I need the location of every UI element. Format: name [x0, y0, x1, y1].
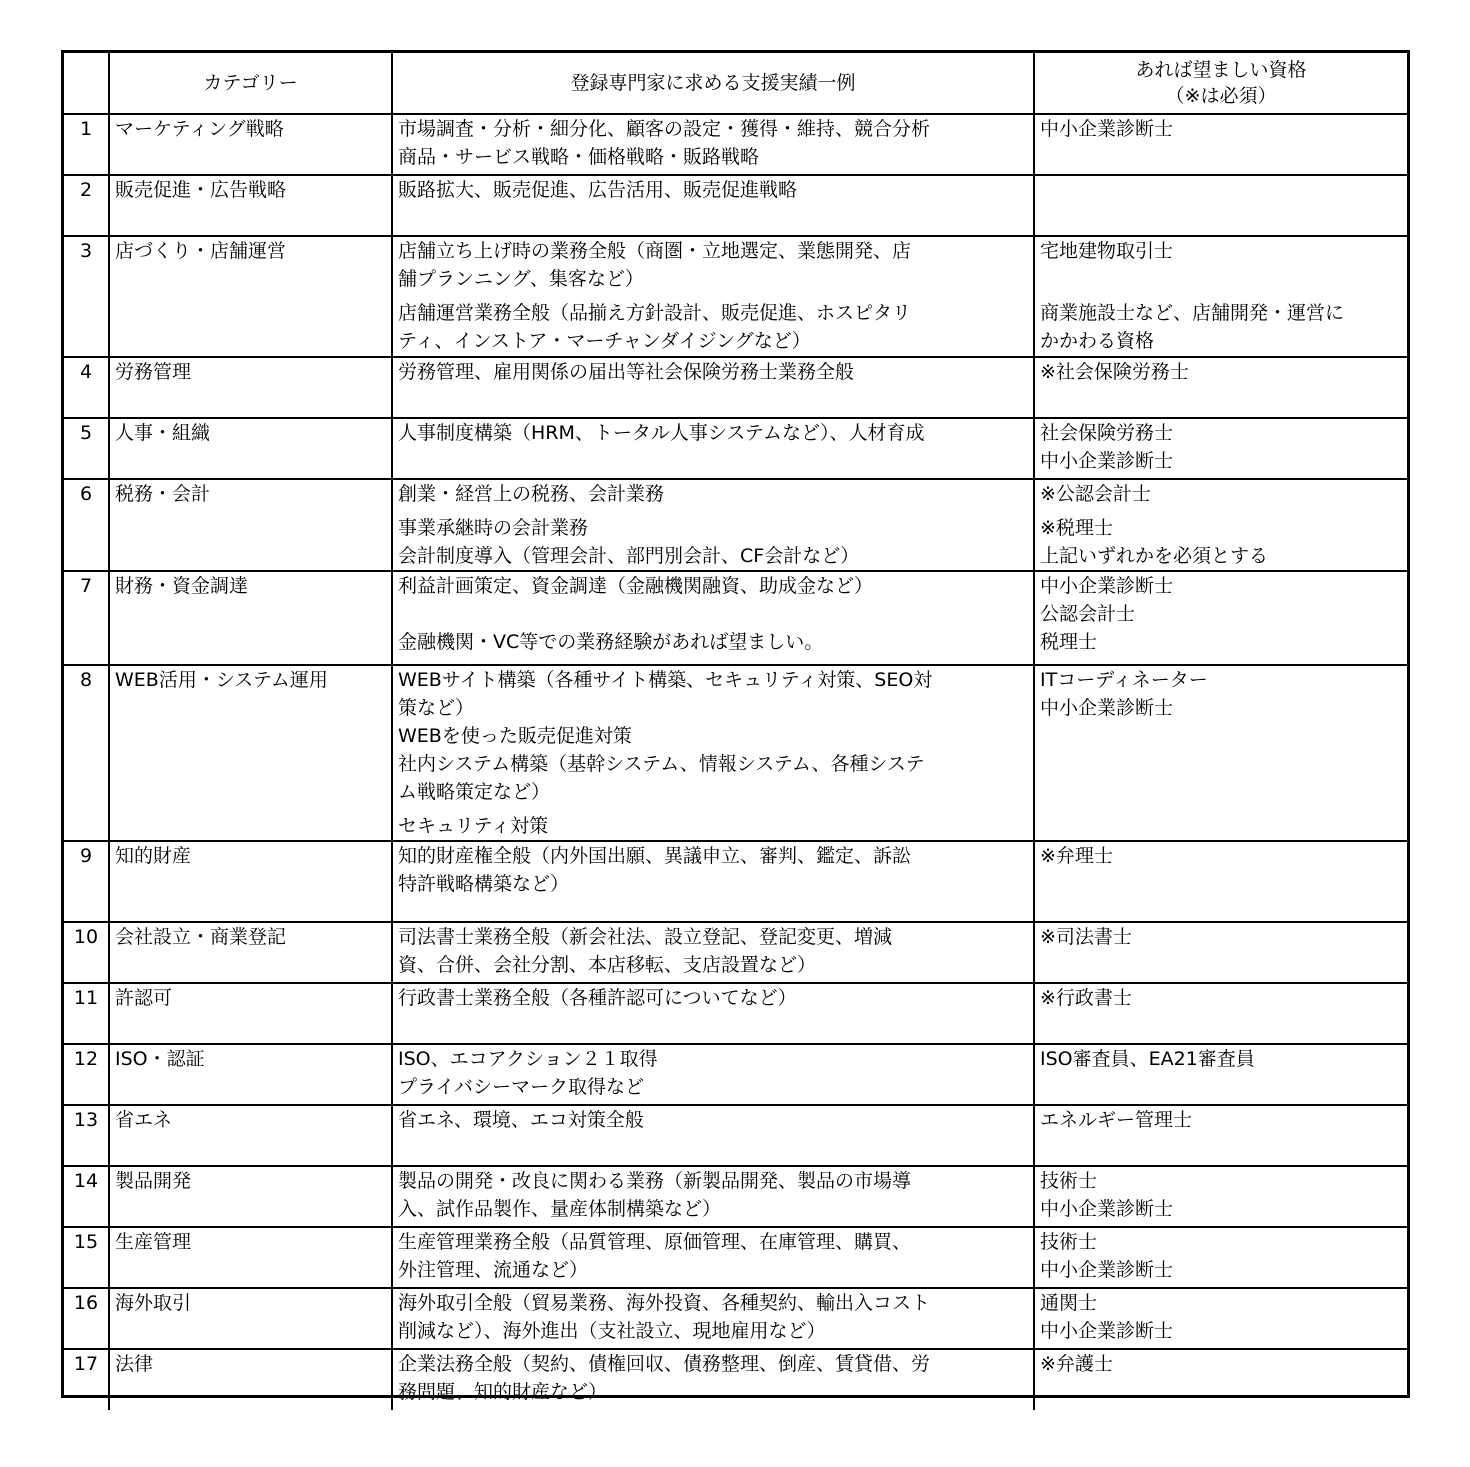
table-row: [64, 175, 1407, 236]
support-line: 省エネ、環境、エコ対策全般: [398, 1109, 644, 1131]
row-qualification: [1034, 665, 1407, 841]
row-number: 10: [64, 922, 109, 983]
row-category: 会社設立・商業登記: [109, 922, 392, 983]
row-category: 生産管理: [109, 1227, 392, 1288]
row-number: 7: [64, 571, 109, 665]
support-line: 市場調査・分析・細分化、顧客の設定・獲得・維持、競合分析: [398, 118, 931, 140]
row-category: 知的財産: [109, 841, 392, 922]
support-line: プライバシーマーク取得など: [398, 1076, 645, 1098]
row-number: 3: [64, 236, 109, 357]
table-body: [64, 114, 1407, 1410]
support-line: 販路拡大、販売促進、広告活用、販売促進戦略: [398, 179, 798, 201]
row-number: 15: [64, 1227, 109, 1288]
qualification-line: 中小企業診断士: [1040, 1259, 1174, 1281]
qualification-line: 中小企業診断士: [1040, 1198, 1174, 1220]
row-support-examples: [392, 357, 1034, 418]
header-qualification: [1034, 53, 1407, 114]
qualification-line: 中小企業診断士: [1040, 697, 1174, 719]
support-line: 外注管理、流通など）: [398, 1259, 589, 1281]
row-number: 12: [64, 1044, 109, 1105]
row-category: 省エネ: [109, 1105, 392, 1166]
row-qualification: [1034, 114, 1407, 175]
table-row: [64, 841, 1407, 922]
row-category: 海外取引: [109, 1288, 392, 1349]
table-row: [64, 357, 1407, 418]
row-qualification: [1034, 236, 1407, 357]
qualification-line: 中小企業診断士: [1040, 575, 1174, 597]
support-line: 知的財産権全般（内外国出願、異議申立、審判、鑑定、訴訟: [398, 845, 912, 867]
qualification-line: ITコーディネーター: [1040, 669, 1208, 691]
support-line: [398, 600, 1028, 628]
row-number: 11: [64, 983, 109, 1044]
qualification-line: 通関士: [1040, 1292, 1098, 1314]
qualification-line: 税理士: [1040, 631, 1098, 653]
qualification-line: 中小企業診断士: [1040, 450, 1174, 472]
qualification-line: ※司法書士: [1040, 926, 1132, 948]
header-qualification-line2: （※は必須）: [1165, 85, 1277, 107]
expert-table-frame: [61, 50, 1410, 1403]
qualification-line: エネルギー管理士: [1040, 1109, 1193, 1131]
qualification-line: かかわる資格: [1040, 330, 1155, 352]
qualification-line: 商業施設士など、店舗開発・運営に: [1040, 302, 1345, 324]
row-number: 8: [64, 665, 109, 841]
qualification-line: ※税理士: [1040, 517, 1113, 539]
table-row: [64, 1349, 1407, 1410]
row-qualification: [1034, 479, 1407, 571]
support-line: 入、試作品製作、量産体制構築など）: [398, 1198, 722, 1220]
row-qualification: [1034, 1105, 1407, 1166]
row-category: マーケティング戦略: [109, 114, 392, 175]
row-support-examples: [392, 236, 1034, 357]
qualification-line: ※弁理士: [1040, 845, 1113, 867]
qualification-line: [1040, 265, 1402, 293]
support-line: 削減など）、海外進出（支社設立、現地雇用など）: [398, 1320, 826, 1342]
table-row: [64, 665, 1407, 841]
support-line: ティ、インストア・マーチャンダイジングなど）: [398, 330, 811, 352]
support-line: セキュリティ対策: [398, 815, 549, 837]
support-line: ム戦略策定など）: [398, 781, 551, 803]
qualification-line: 技術士: [1040, 1170, 1098, 1192]
qualification-line: 中小企業診断士: [1040, 118, 1174, 140]
support-line: 会計制度導入（管理会計、部門別会計、CF会計など）: [398, 545, 860, 567]
table-row: [64, 1044, 1407, 1105]
row-support-examples: [392, 1288, 1034, 1349]
row-support-examples: [392, 983, 1034, 1044]
row-number: 5: [64, 418, 109, 479]
qualification-line: 上記いずれかを必須とする: [1040, 545, 1269, 567]
qualification-line: ※公認会計士: [1040, 483, 1151, 505]
row-support-examples: [392, 175, 1034, 236]
table-row: [64, 479, 1407, 571]
row-support-examples: [392, 418, 1034, 479]
row-support-examples: [392, 571, 1034, 665]
row-number: 1: [64, 114, 109, 175]
table-row: [64, 1166, 1407, 1227]
qualification-line: 中小企業診断士: [1040, 1320, 1174, 1342]
header-no: [64, 53, 109, 114]
row-support-examples: [392, 1166, 1034, 1227]
row-category: 労務管理: [109, 357, 392, 418]
support-line: 人事制度構築（HRM、トータル人事システムなど）、人材育成: [398, 422, 925, 444]
row-support-examples: [392, 1105, 1034, 1166]
qualification-line: ※行政書士: [1040, 987, 1132, 1009]
row-category: 財務・資金調達: [109, 571, 392, 665]
support-line: 金融機関・VC等での業務経験があれば望ましい。: [398, 631, 824, 653]
support-line: 商品・サービス戦略・価格戦略・販路戦略: [398, 146, 760, 168]
qualification-line: 公認会計士: [1040, 603, 1136, 625]
support-line: 司法書士業務全般（新会社法、設立登記、登記変更、増減: [398, 926, 893, 948]
row-support-examples: [392, 841, 1034, 922]
table-row: [64, 1105, 1407, 1166]
row-qualification: [1034, 1288, 1407, 1349]
row-number: 4: [64, 357, 109, 418]
support-line: 利益計画策定、資金調達（金融機関融資、助成金など）: [398, 575, 874, 597]
support-line: 策など）: [398, 697, 475, 719]
support-line: WEBを使った販売促進対策: [398, 725, 632, 747]
row-support-examples: [392, 1349, 1034, 1410]
row-category: WEB活用・システム運用: [109, 665, 392, 841]
support-line: 店舗運営業務全般（品揃え方針設計、販売促進、ホスピタリ: [398, 302, 912, 324]
row-qualification: [1034, 357, 1407, 418]
table-header-row: [64, 53, 1407, 114]
support-line: 店舗立ち上げ時の業務全般（商圏・立地選定、業態開発、店: [398, 240, 912, 262]
row-support-examples: [392, 479, 1034, 571]
row-category: ISO・認証: [109, 1044, 392, 1105]
support-line: 務問題、知的財産など）: [398, 1381, 608, 1403]
support-line: 労務管理、雇用関係の届出等社会保険労務士業務全般: [398, 361, 855, 383]
qualification-line: ISO審査員、EA21審査員: [1040, 1048, 1255, 1070]
row-number: 9: [64, 841, 109, 922]
row-support-examples: [392, 1227, 1034, 1288]
table-row: [64, 418, 1407, 479]
support-line: 製品の開発・改良に関わる業務（新製品開発、製品の市場導: [398, 1170, 912, 1192]
support-line: WEBサイト構築（各種サイト構築、セキュリティ対策、SEO対: [398, 669, 933, 691]
row-qualification: [1034, 1166, 1407, 1227]
qualification-line: ※社会保険労務士: [1040, 361, 1189, 383]
row-qualification: [1034, 175, 1407, 236]
qualification-line: 社会保険労務士: [1040, 422, 1174, 444]
header-category: カテゴリー: [109, 53, 392, 114]
row-qualification: [1034, 571, 1407, 665]
row-qualification: [1034, 1349, 1407, 1410]
table-row: [64, 236, 1407, 357]
support-line: 資、合併、会社分割、本店移転、支店設置など）: [398, 954, 817, 976]
row-qualification: [1034, 922, 1407, 983]
table-row: [64, 571, 1407, 665]
support-line: 行政書士業務全般（各種許認可についてなど）: [398, 987, 797, 1009]
row-number: 6: [64, 479, 109, 571]
row-number: 17: [64, 1349, 109, 1410]
qualification-line: 技術士: [1040, 1231, 1098, 1253]
row-number: 16: [64, 1288, 109, 1349]
support-line: 企業法務全般（契約、債権回収、債務整理、倒産、賃貸借、労: [398, 1353, 931, 1375]
row-number: 2: [64, 175, 109, 236]
row-category: 製品開発: [109, 1166, 392, 1227]
row-support-examples: [392, 665, 1034, 841]
support-line: 海外取引全般（貿易業務、海外投資、各種契約、輸出入コスト: [398, 1292, 931, 1314]
row-qualification: [1034, 1044, 1407, 1105]
row-category: 販売促進・広告戦略: [109, 175, 392, 236]
support-line: 事業承継時の会計業務: [398, 517, 589, 539]
table-row: [64, 1227, 1407, 1288]
support-line: 社内システム構築（基幹システム、情報システム、各種システ: [398, 753, 925, 775]
support-line: 特許戦略構築など）: [398, 873, 570, 895]
qualification-line: ※弁護士: [1040, 1353, 1113, 1375]
qualification-line: 宅地建物取引士: [1040, 240, 1174, 262]
table-row: [64, 983, 1407, 1044]
row-category: 店づくり・店舗運営: [109, 236, 392, 357]
row-support-examples: [392, 1044, 1034, 1105]
row-category: 人事・組織: [109, 418, 392, 479]
row-support-examples: [392, 922, 1034, 983]
row-category: 許認可: [109, 983, 392, 1044]
expert-category-table: [64, 53, 1407, 1410]
row-number: 14: [64, 1166, 109, 1227]
row-number: 13: [64, 1105, 109, 1166]
row-category: 法律: [109, 1349, 392, 1410]
header-qualification-line1: あれば望ましい資格: [1135, 59, 1307, 81]
support-line: 生産管理業務全般（品質管理、原価管理、在庫管理、購買、: [398, 1231, 912, 1253]
table-row: [64, 922, 1407, 983]
row-category: 税務・会計: [109, 479, 392, 571]
row-qualification: [1034, 841, 1407, 922]
support-line: 舗プランニング、集客など）: [398, 268, 644, 290]
row-support-examples: [392, 114, 1034, 175]
row-qualification: [1034, 418, 1407, 479]
support-line: ISO、エコアクション２１取得: [398, 1048, 658, 1070]
support-line: 創業・経営上の税務、会計業務: [398, 483, 665, 505]
table-row: [64, 1288, 1407, 1349]
table-row: [64, 114, 1407, 175]
row-qualification: [1034, 1227, 1407, 1288]
row-qualification: [1034, 983, 1407, 1044]
header-support: 登録専門家に求める支援実績一例: [392, 53, 1034, 114]
